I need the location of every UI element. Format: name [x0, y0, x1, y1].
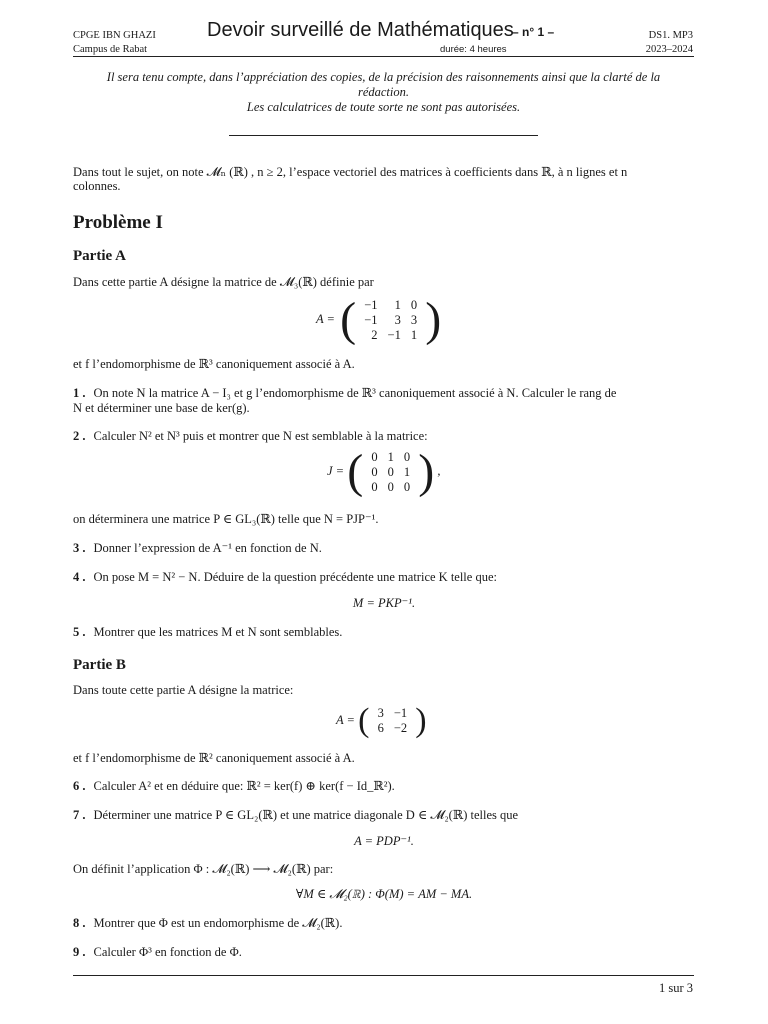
partie-b-title: Partie B	[73, 657, 126, 673]
question-text: On note N la matrice A − I₃ et g l’endomorphisme de ℝ³ canoniquement associé à N. Calculer le rang de	[93, 386, 617, 400]
partie-b-intro: Dans toute cette partie A désigne la matrice:	[73, 683, 294, 697]
question-4	[73, 569, 695, 585]
matrix-j	[366, 450, 415, 495]
question-9	[73, 944, 695, 960]
question-text: Calculer Φ³ en fonction de Φ.	[93, 945, 242, 959]
left-paren-icon: (	[358, 702, 370, 739]
matrix-cell: 0	[371, 464, 378, 479]
question-text: Calculer A² et en déduire que: ℝ² = ker(f) ⊕ ker(f − Id_ℝ²).	[93, 779, 395, 793]
class-label: DS1. MP3	[648, 30, 693, 41]
header-rule	[73, 56, 694, 57]
matrix-cell: 1	[403, 464, 411, 479]
question-6	[73, 778, 695, 794]
matrix-a2-label: A =	[336, 712, 355, 727]
matrix-cell: 0	[403, 449, 411, 464]
question-number: 1 .	[73, 386, 86, 400]
question-number: 9 .	[73, 945, 86, 959]
matrix-cell: 1	[410, 327, 418, 342]
question-8	[73, 915, 695, 931]
right-paren-icon: )	[425, 293, 442, 346]
matrix-a2	[373, 706, 413, 736]
matrix-cell: 2	[371, 327, 378, 342]
question-text: Déterminer une matrice P ∈ GL₂(ℝ) et une matrice diagonale D ∈ 𝓜₂(ℝ) telles que	[93, 808, 519, 822]
intro-line-1: Il sera tenu compte, dans l’appréciation des copies, de la précision des raisonnements ainsi que la clarté de la	[106, 70, 661, 84]
document-title: Devoir surveillé de Mathématiques	[207, 19, 514, 41]
school-name: CPGE IBN GHAZI	[73, 30, 156, 41]
matrix-cell: 0	[371, 449, 378, 464]
matrix-j-label: J =	[327, 463, 345, 478]
question-3	[73, 540, 695, 556]
question-number: 8 .	[73, 916, 86, 930]
question-number: 2 .	[73, 429, 86, 443]
matrix-a	[359, 298, 422, 343]
partie-a-intro: Dans cette partie A désigne la matrice de 𝓜₃(ℝ) définie par	[73, 275, 374, 289]
campus-name: Campus de Rabat	[73, 44, 148, 55]
matrix-cell: 0	[403, 479, 411, 494]
matrix-a-block	[316, 293, 442, 346]
intro-line-3: Les calculatrices de toute sorte ne sont pas autorisées.	[246, 100, 521, 114]
matrix-cell: −1	[364, 297, 378, 312]
left-paren-icon: (	[340, 293, 357, 346]
matrix-a2-block	[336, 704, 427, 738]
phi-definition: On définit l’application Φ : 𝓜₂(ℝ) ⟶ 𝓜₂(ℝ) par:	[73, 862, 334, 876]
matrix-cell: 0	[371, 479, 378, 494]
intro-line-2: rédaction.	[357, 85, 410, 99]
question-1-cont: N et déterminer une base de ker(g).	[73, 401, 250, 415]
matrix-cell: 1	[394, 297, 401, 312]
question-7	[73, 807, 695, 823]
preamble-line-2: colonnes.	[73, 179, 121, 193]
question-text: On pose M = N² − N. Déduire de la question précédente une matrice K telle que:	[93, 570, 497, 584]
question-7-formula: A = PDP⁻¹.	[354, 834, 414, 848]
matrix-cell: 6	[377, 721, 384, 735]
partie-a-after: et f l’endomorphisme de ℝ³ canoniquement associé à A.	[73, 357, 355, 371]
question-1	[73, 385, 695, 401]
question-number: 3 .	[73, 541, 86, 555]
question-number: 5 .	[73, 625, 86, 639]
matrix-cell: 3	[410, 312, 418, 327]
preamble-line-1: Dans tout le sujet, on note 𝓜ₙ (ℝ) , n ≥ 2, l’espace vectoriel des matrices à coefficients dans ℝ, à n lignes et n	[73, 165, 628, 179]
question-4-formula: M = PKP⁻¹.	[352, 596, 416, 610]
question-number: 7 .	[73, 808, 86, 822]
matrix-cell: −2	[393, 721, 408, 735]
footer-rule	[73, 975, 694, 976]
left-paren-icon: (	[347, 445, 364, 498]
matrix-cell: 1	[387, 449, 394, 464]
matrix-j-block	[327, 445, 441, 498]
matrix-cell: 0	[410, 297, 418, 312]
question-2	[73, 428, 695, 444]
matrix-cell: 3	[394, 312, 401, 327]
matrix-cell: 0	[387, 464, 394, 479]
matrix-cell: −1	[387, 327, 401, 342]
partie-a-title: Partie A	[73, 248, 126, 264]
phi-formula: ∀M ∈ 𝓜₂(ℝ) : Φ(M) = AM − MA.	[295, 887, 473, 901]
right-paren-icon: )	[418, 445, 435, 498]
question-text: Montrer que Φ est un endomorphisme de 𝓜₂(ℝ).	[93, 916, 343, 930]
question-number: 6 .	[73, 779, 86, 793]
exam-number: – n° 1 –	[512, 25, 555, 39]
question-2-after: on déterminera une matrice P ∈ GL₃(ℝ) telle que N = PJP⁻¹.	[73, 512, 379, 526]
exam-duration: durée: 4 heures	[440, 44, 507, 55]
matrix-j-comma: ,	[437, 463, 441, 478]
question-text: Montrer que les matrices M et N sont semblables.	[93, 625, 343, 639]
matrix-cell: 3	[377, 706, 384, 720]
matrix-cell: −1	[364, 312, 378, 327]
school-year: 2023–2024	[645, 44, 693, 55]
probleme-title: Problème I	[73, 212, 163, 233]
intro-rule	[229, 135, 538, 136]
partie-b-after: et f l’endomorphisme de ℝ² canoniquement associé à A.	[73, 751, 355, 765]
question-text: Donner l’expression de A⁻¹ en fonction de N.	[93, 541, 322, 555]
matrix-cell: −1	[393, 706, 408, 720]
page-number: 1 sur 3	[658, 981, 693, 995]
matrix-cell: 0	[387, 479, 394, 494]
matrix-a-label: A =	[316, 311, 335, 326]
question-number: 4 .	[73, 570, 86, 584]
question-5	[73, 624, 695, 640]
question-text: Calculer N² et N³ puis et montrer que N est semblable à la matrice:	[93, 429, 428, 443]
right-paren-icon: )	[415, 702, 427, 739]
